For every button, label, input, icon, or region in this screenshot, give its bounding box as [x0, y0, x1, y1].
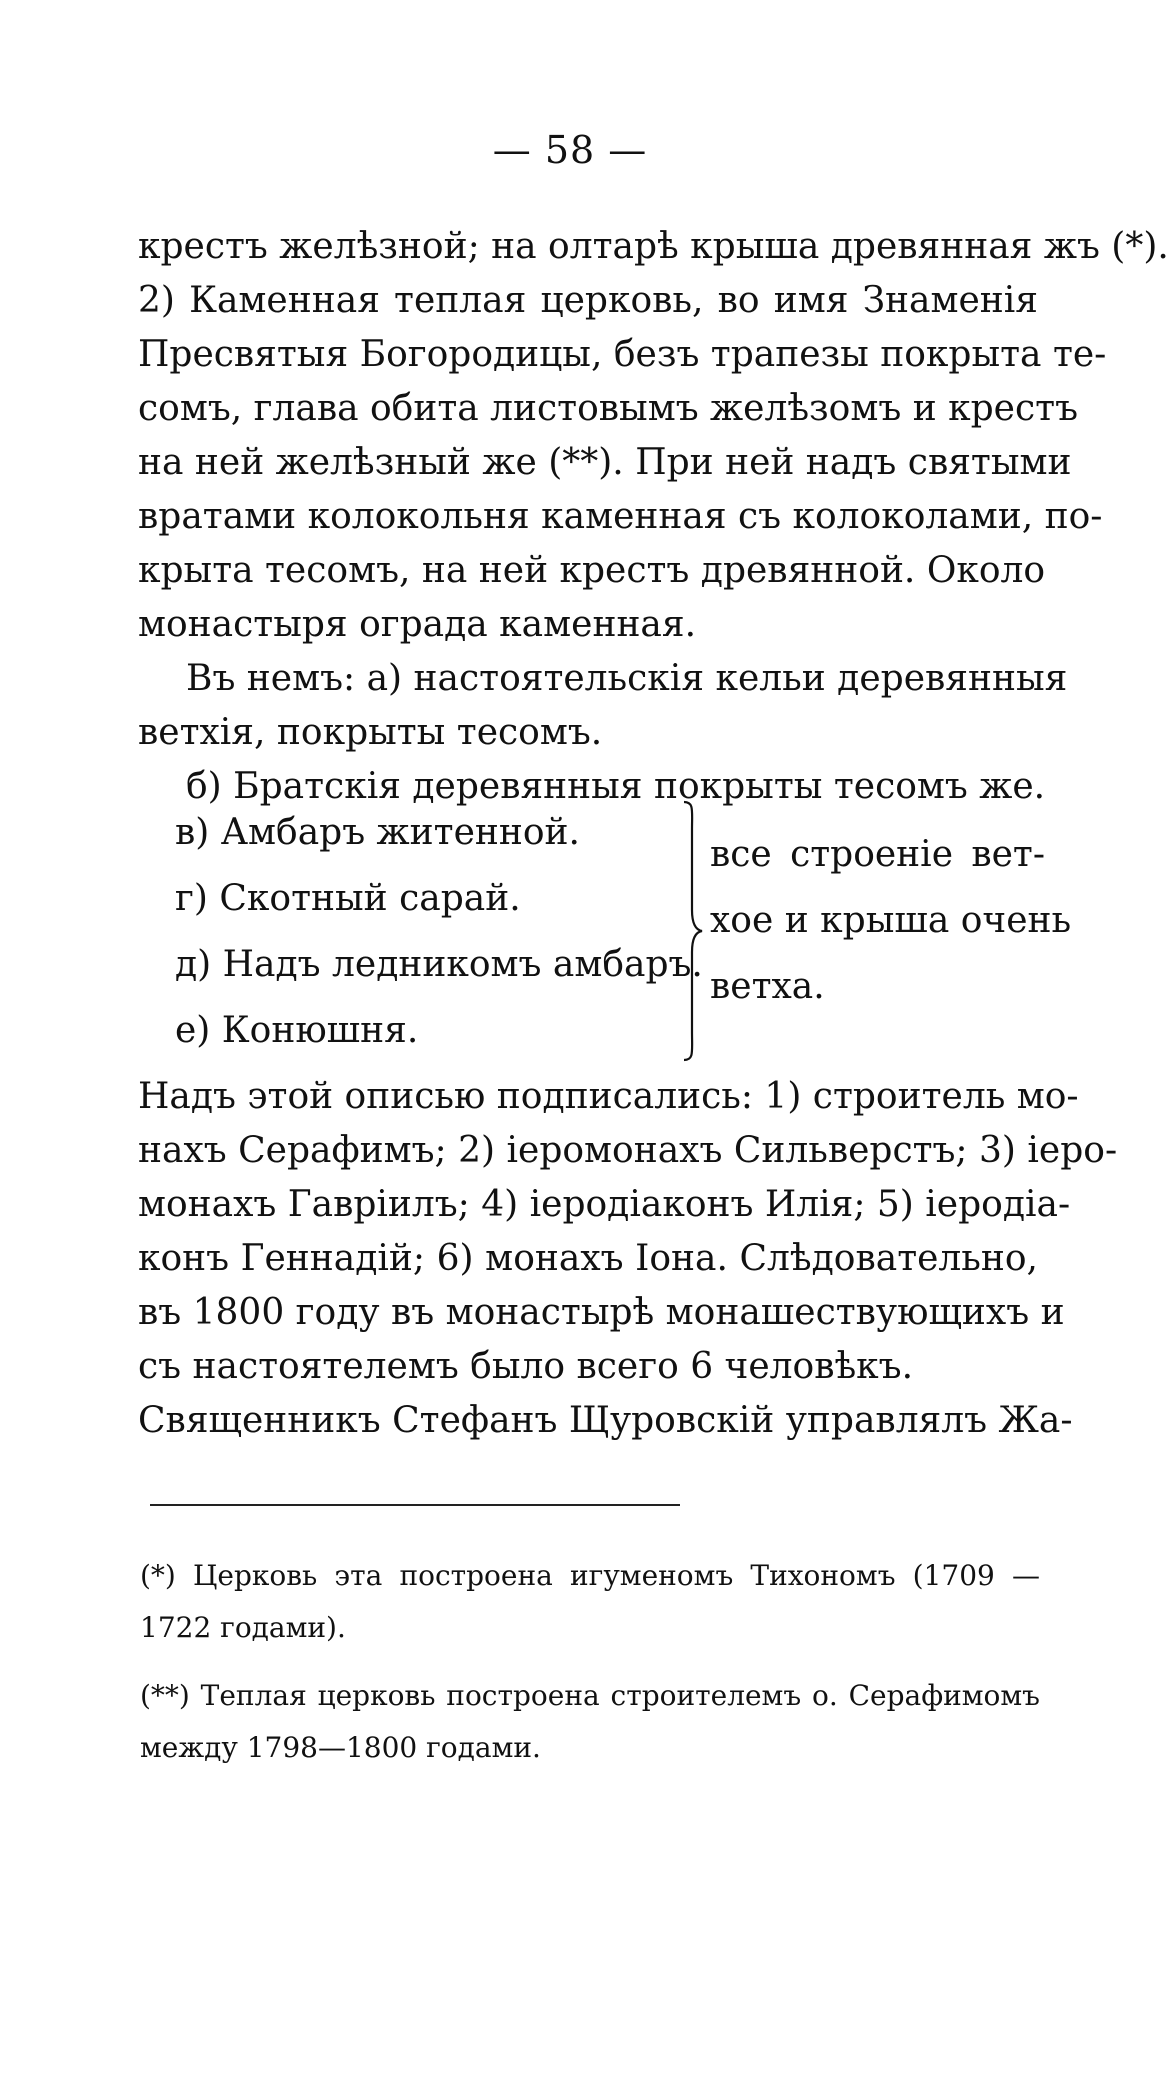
text-line: Надъ этой описью подписались: 1) строитель мо- — [138, 1076, 1079, 1117]
text-line: вратами колокольня каменная съ колоколами, по- — [138, 496, 1103, 537]
body-text-top — [138, 220, 1169, 814]
text-line: на ней желѣзный же (**). При ней надъ святыми — [138, 442, 1072, 483]
text-line: ветхія, покрыты тесомъ. — [138, 712, 603, 753]
inventory-note — [710, 822, 1072, 1020]
footnote-line: (*) Церковь эта построена игуменомъ Тихономъ (1709 — — [140, 1559, 1040, 1592]
text-line: монахъ Гавріилъ; 4) іеродіаконъ Илія; 5) іеродіа- — [138, 1184, 1071, 1225]
text-line: сомъ, глава обита листовымъ желѣзомъ и крестъ — [138, 388, 1078, 429]
inventory-item: е) Конюшня. — [175, 1010, 419, 1051]
text-line: Пресвятыя Богородицы, безъ трапезы покрыта те- — [138, 334, 1107, 375]
note-line: хое и крыша очень — [710, 900, 1072, 941]
text-line: б) Братскія деревянныя покрыты тесомъ же. — [186, 766, 1046, 807]
text-line: въ 1800 году въ монастырѣ монашествующихъ и — [138, 1292, 1065, 1333]
page-number: — 58 — — [492, 128, 648, 172]
text-line: конъ Геннадій; 6) монахъ Іона. Слѣдовательно, — [138, 1238, 1038, 1279]
note-line: ветха. — [710, 966, 825, 1007]
text-line: монастыря ограда каменная. — [138, 604, 697, 645]
text-line: нахъ Серафимъ; 2) іеромонахъ Сильверстъ; 3) іеро- — [138, 1130, 1118, 1171]
text-line: Въ немъ: а) настоятельскія кельи деревянныя — [186, 658, 1068, 699]
footnote-line: (**) Теплая церковь построена строителемъ о. Серафимомъ — [140, 1679, 1040, 1712]
text-line: 2) Каменная теплая церковь, во имя Знаменія — [138, 280, 1038, 321]
body-text-bottom — [138, 1070, 1118, 1448]
text-line: крестъ желѣзной; на олтарѣ крыша древянная жъ (*). — [138, 226, 1169, 267]
inventory-item: д) Надъ ледникомъ амбаръ. — [175, 944, 703, 985]
text-line: крыта тесомъ, на ней крестъ древянной. Около — [138, 550, 1046, 591]
inventory-list-block — [175, 800, 1072, 1070]
footnote-1 — [140, 1550, 1040, 1654]
text-line: съ настоятелемъ было всего 6 человѣкъ. — [138, 1346, 914, 1387]
footnote-2 — [140, 1670, 1040, 1774]
inventory-item: в) Амбаръ житенной. — [175, 812, 580, 853]
footnote-separator — [150, 1504, 680, 1506]
curly-brace — [680, 800, 704, 1062]
inventory-item: г) Скотный сарай. — [175, 878, 521, 919]
footnote-line: 1722 годами). — [140, 1611, 346, 1644]
note-line: все строеніе вет- — [710, 834, 1045, 875]
text-line: Священникъ Стефанъ Щуровскій управлялъ Жа- — [138, 1400, 1073, 1441]
footnote-line: между 1798—1800 годами. — [140, 1731, 541, 1764]
inventory-items — [175, 800, 703, 1064]
